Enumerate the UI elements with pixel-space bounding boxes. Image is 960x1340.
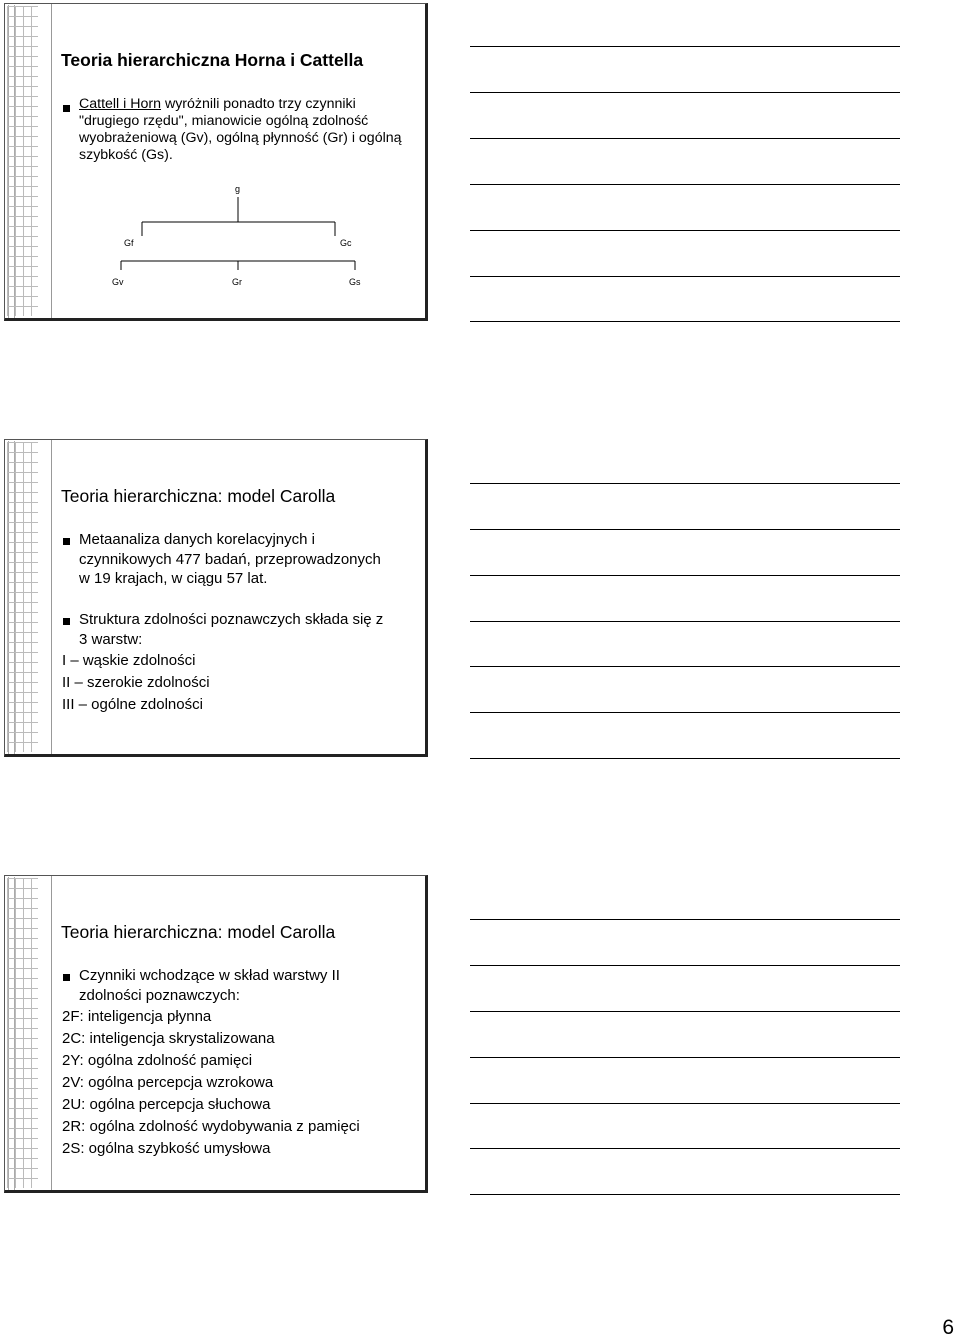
link-cattell-horn[interactable]: Cattell i Horn (79, 96, 162, 112)
bullet-marker (63, 538, 70, 545)
list-item: II – szerokie zdolności (62, 674, 210, 691)
slide-title: Teoria hierarchiczna Horna i Cattella (61, 50, 364, 70)
list-item: 2F: inteligencja płynna (62, 1008, 212, 1025)
slide-1 (4, 3, 428, 321)
node-gf: Gf (124, 238, 134, 248)
slide-title: Teoria hierarchiczna: model Carolla (61, 486, 336, 506)
hierarchy-diagram (5, 4, 428, 321)
node-gc: Gc (340, 238, 352, 248)
slide-3 (4, 875, 428, 1193)
factor-list (62, 1006, 360, 1160)
list-item: 2S: ogólna szybkość umysłowa (62, 1140, 271, 1157)
list-item: III – ogólne zdolności (62, 696, 203, 713)
slide-strip (5, 440, 52, 754)
layer-list (62, 650, 210, 716)
list-item: 2R: ogólna zdolność wydobywania z pamięci (62, 1118, 360, 1135)
node-gs: Gs (349, 277, 361, 287)
page-number: 6 (942, 1316, 954, 1339)
bullet-text: Cattell i Horn wyróżnili ponadto trzy czynniki "drugiego rzędu", mianowicie ogólną zdolność wyobrażeniową (Gv), ogólną płynność (Gr) i ogólną szybkość (Gs). (79, 96, 402, 163)
slide-2 (4, 439, 428, 757)
list-item: 2C: inteligencja skrystalizowana (62, 1030, 275, 1047)
bullet-marker (63, 618, 70, 625)
slide-strip (5, 876, 52, 1190)
bullet-marker (63, 974, 70, 981)
list-item: 2V: ogólna percepcja wzrokowa (62, 1074, 274, 1091)
list-item: I – wąskie zdolności (62, 652, 196, 669)
node-g: g (235, 184, 241, 194)
bullet-text: Metaanaliza danych korelacyjnych i czynnikowych 477 badań, przeprowadzonych w 19 krajach, w ciągu 57 lat. (79, 531, 381, 587)
list-item: 2Y: ogólna zdolność pamięci (62, 1052, 253, 1069)
slide-title: Teoria hierarchiczna: model Carolla (61, 922, 336, 942)
node-gr: Gr (232, 277, 242, 287)
node-gv: Gv (112, 277, 124, 287)
list-item: 2U: ogólna percepcja słuchowa (62, 1096, 271, 1113)
bullet-text: Czynniki wchodzące w skład warstwy II zdolności poznawczych: (79, 967, 340, 1004)
bullet-text: Struktura zdolności poznawczych składa się z 3 warstw: (79, 611, 384, 648)
